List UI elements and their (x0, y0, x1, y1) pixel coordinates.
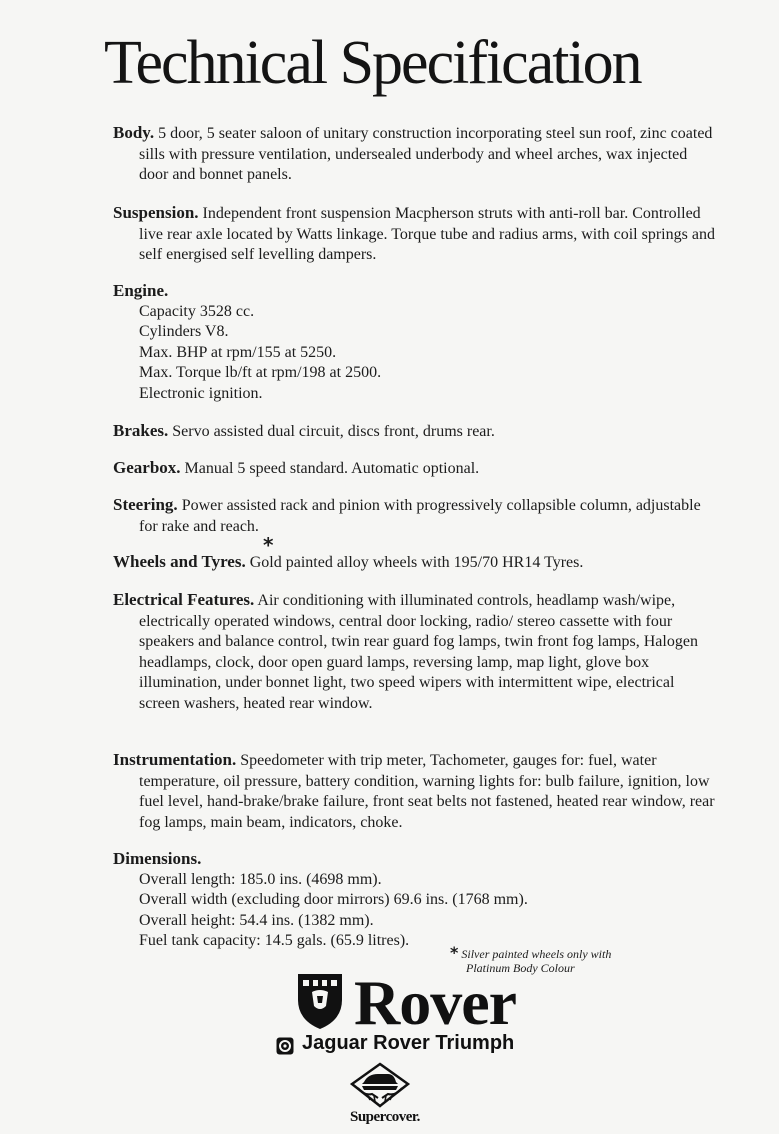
wheels-asterisk: * (263, 533, 274, 557)
spec-electrical-text: Air conditioning with illuminated controls, headlamp wash/wipe, electrically operated windows, central door locking, radio/ stereo cassette with four speakers and balance control, twin rear guard fog lamps, twin front fog lamps, Halogen headlamps, clock, door open guard lamps, reversing lamp, map light, glove box illumination, under bonnet light, two speed wipers with intermittent wipe, electrical screen washers, heated rear window. (139, 592, 698, 712)
spec-brakes (113, 421, 719, 443)
spec-body-text: 5 door, 5 seater saloon of unitary construction incorporating steel sun roof, zinc coated sills with pressure ventilation, undersealed underbody and wheel arches, wax injected door and bonnet panels. (139, 125, 713, 183)
spec-instrumentation-text: Speedometer with trip meter, Tachometer, gauges for: fuel, water temperature, oil pressure, battery condition, warning lights for: bulb failure, ignition, low fuel level, hand-brake/brake failure, front seat belts not fastened, heated rear window, rear fog lamps, main beam, indicators, choke. (139, 752, 715, 831)
spec-wheels-text: Gold painted alloy wheels with 195/70 HR14 Tyres. (249, 554, 584, 571)
page-title: Technical Specification (104, 29, 641, 97)
spec-body-heading: Body. (113, 123, 155, 142)
footnote-line-2: Platinum Body Colour (466, 961, 575, 975)
spec-dimensions-heading: Dimensions. (113, 849, 202, 868)
engine-line: Max. Torque lb/ft at rpm/198 at 2500. (139, 364, 382, 381)
dimensions-line: Fuel tank capacity: 14.5 gals. (65.9 litres). (139, 932, 410, 949)
spec-dimensions (113, 849, 693, 952)
dimensions-line: Overall length: 185.0 ins. (4698 mm). (139, 870, 382, 888)
spec-electrical (113, 590, 719, 714)
spec-gearbox (113, 458, 719, 480)
engine-line: Max. BHP at rpm/155 at 5250. (139, 343, 337, 361)
rover-wordmark: Rover (354, 967, 517, 1038)
footnote-asterisk: * (450, 943, 459, 962)
dimensions-line: Overall height: 54.4 ins. (1382 mm). (139, 911, 374, 929)
supercover-hands-car-icon (348, 1062, 412, 1108)
spec-electrical-heading: Electrical Features. (113, 590, 255, 609)
spec-suspension (113, 203, 719, 266)
spec-steering-text: Power assisted rack and pinion with progressively collapsible column, adjustable for rake and reach. (139, 497, 701, 535)
footnote-line-1: Silver painted wheels only with (461, 947, 612, 961)
spec-instrumentation (113, 750, 719, 833)
spec-engine-heading: Engine. (113, 281, 169, 300)
engine-line: Cylinders V8. (139, 323, 229, 340)
engine-line: Capacity 3528 cc. (139, 302, 255, 320)
supercover-wordmark: Supercover. (350, 1109, 420, 1125)
spec-wheels (113, 552, 719, 574)
spec-body (113, 123, 719, 186)
spec-steering-heading: Steering. (113, 495, 178, 514)
jrt-wordmark: Jaguar Rover Triumph (302, 1032, 515, 1054)
spec-engine (113, 281, 693, 404)
dimensions-line: Overall width (excluding door mirrors) 69.6 ins. (1768 mm). (139, 891, 528, 908)
spec-suspension-text: Independent front suspension Macpherson struts with anti-roll bar. Controlled live rear axle located by Watts linkage. Torque tube and radius arms, with coil springs and self energised self levelling dampers. (139, 205, 715, 263)
rover-shield-icon (296, 972, 344, 1030)
spec-brakes-heading: Brakes. (113, 421, 169, 440)
spec-brakes-text: Servo assisted dual circuit, discs front, drums rear. (172, 423, 495, 440)
jrt-emblem-icon (276, 1037, 294, 1055)
spec-steering (113, 495, 719, 537)
spec-instrumentation-heading: Instrumentation. (113, 750, 237, 769)
spec-suspension-heading: Suspension. (113, 203, 199, 222)
engine-line: Electronic ignition. (139, 384, 263, 402)
spec-gearbox-text: Manual 5 speed standard. Automatic optional. (184, 460, 480, 477)
spec-wheels-heading: Wheels and Tyres. (113, 552, 246, 571)
spec-gearbox-heading: Gearbox. (113, 458, 181, 477)
